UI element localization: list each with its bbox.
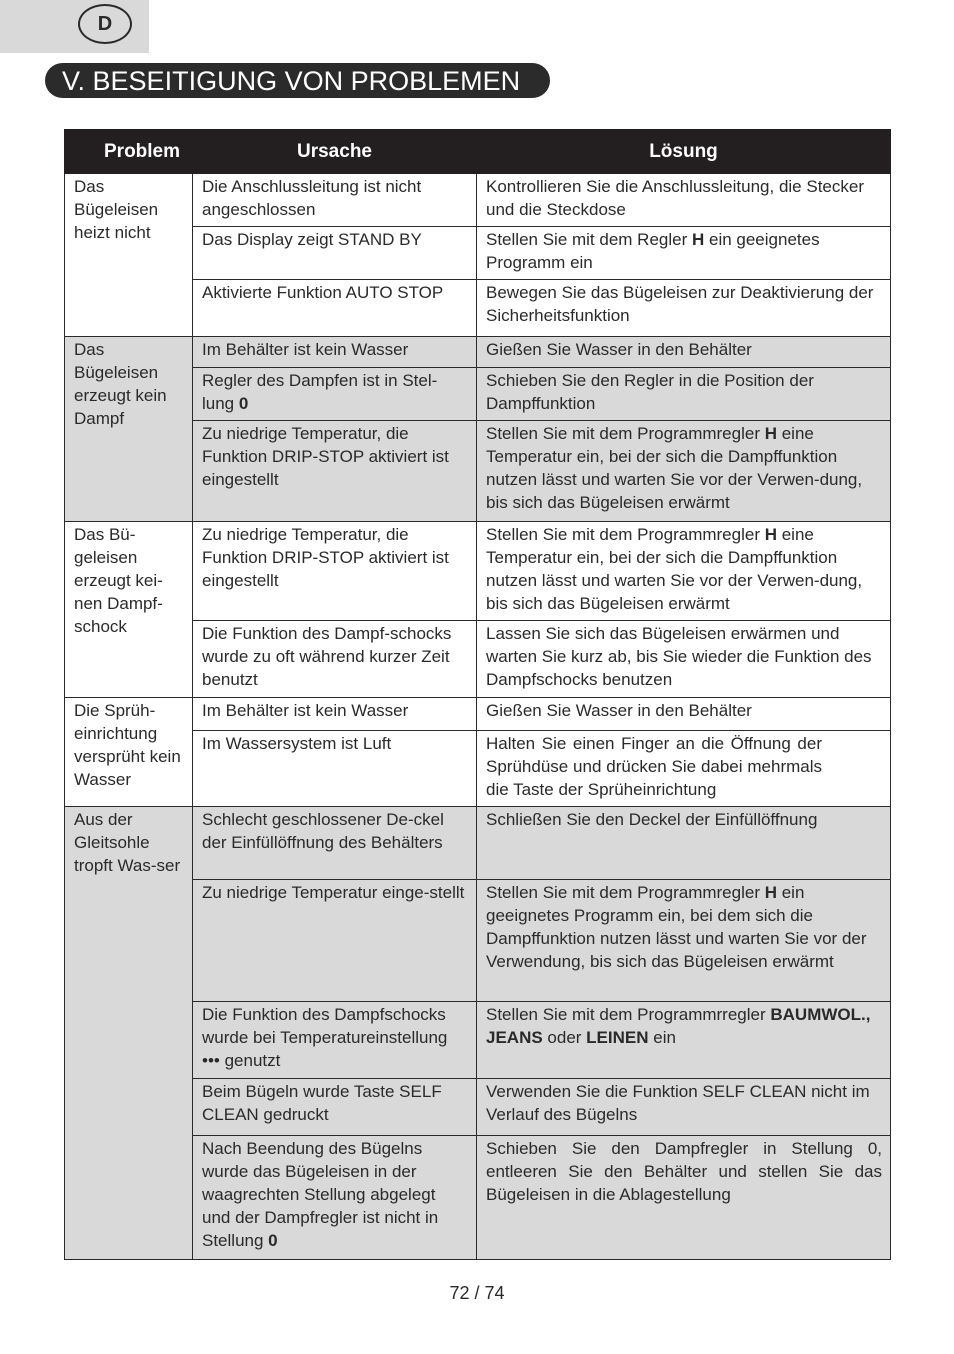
solution-cell: Schließen Sie den Deckel der Einfüllöffnung <box>477 807 891 880</box>
cause-cell: Zu niedrige Temperatur, die Funktion DRIP-STOP aktiviert ist eingestellt <box>193 421 477 522</box>
cause-cell: Im Behälter ist kein Wasser <box>193 337 477 368</box>
problem-cell: Die Sprüh-einrichtung versprüht kein Wasser <box>65 698 193 807</box>
table-row <box>65 698 891 731</box>
cause-cell: Zu niedrige Temperatur einge-stellt <box>193 880 477 1002</box>
cause-cell: Beim Bügeln wurde Taste SELF CLEAN gedruckt <box>193 1079 477 1136</box>
problem-cell: Aus der Gleitsohle tropft Was-ser <box>65 807 193 1260</box>
solution-cell: Gießen Sie Wasser in den Behälter <box>477 698 891 731</box>
cause-cell <box>193 1136 477 1260</box>
cause-cell: Schlecht geschlossener De-ckel der Einfüllöffnung des Behälters <box>193 807 477 880</box>
solution-bold: H <box>764 424 777 443</box>
solution-bold: H <box>691 230 705 249</box>
solution-bold: H <box>764 525 777 544</box>
solution-cell: Lassen Sie sich das Bügeleisen erwärmen und warten Sie kurz ab, bis Sie wieder die Funktion des Dampfschocks benutzen <box>477 621 891 698</box>
cause-bold: 0 <box>268 1231 278 1250</box>
cause-cell: Im Wassersystem ist Luft <box>193 731 477 807</box>
cause-bold: 0 <box>238 394 249 413</box>
solution-cell <box>477 227 891 280</box>
cause-text: Regler des Dampfen ist in Stel-lung <box>202 371 438 413</box>
cause-cell: Die Anschlussleitung ist nicht angeschlossen <box>193 174 477 227</box>
solution-bold: BAUMWOL., JEANS <box>486 1005 871 1047</box>
problem-cell: Das Bügeleisen erzeugt kein Dampf <box>65 337 193 522</box>
solution-text: eine Temperatur ein, bei der sich die Dampffunktion nutzen lässt und warten Sie vor der Verwen-dung, bis sich das Bügeleisen erwärmt <box>486 424 863 512</box>
section-title: V. BESEITIGUNG VON PROBLEMEN <box>45 63 550 98</box>
cause-cell: Das Display zeigt STAND BY <box>193 227 477 280</box>
solution-text: Stellen Sie mit dem Programmregler <box>486 525 765 544</box>
table-header-row <box>65 130 891 174</box>
page-number: 72 / 74 <box>449 1283 505 1303</box>
header-problem: Problem <box>65 130 193 174</box>
solution-text: Stellen Sie mit dem Programmregler <box>486 424 765 443</box>
solution-cell: Verwenden Sie die Funktion SELF CLEAN nicht im Verlauf des Bügelns <box>477 1079 891 1136</box>
solution-text: Stellen Sie mit dem Regler <box>486 230 692 249</box>
troubleshooting-table <box>64 129 891 1260</box>
solution-cell: Gießen Sie Wasser in den Behälter <box>477 337 891 368</box>
solution-text: Stellen Sie mit dem Programmrregler <box>486 1005 771 1024</box>
solution-cell <box>477 421 891 522</box>
header-cause: Ursache <box>193 130 477 174</box>
solution-cell: Bewegen Sie das Bügeleisen zur Deaktivierung der Sicherheitsfunktion <box>477 280 891 337</box>
solution-cell: Kontrollieren Sie die Anschlussleitung, die Stecker und die Steckdose <box>477 174 891 227</box>
problem-cell: Das Bü-geleisen erzeugt kei-nen Dampf-schock <box>65 522 193 698</box>
solution-bold: H <box>764 883 777 902</box>
table-row <box>65 337 891 368</box>
solution-bold: LEINEN <box>586 1028 649 1047</box>
solution-text: Stellen Sie mit dem Programmregler <box>486 883 765 902</box>
solution-text: oder <box>542 1028 587 1047</box>
language-badge: D <box>78 4 132 44</box>
solution-text: ein geeignetes Programm ein <box>486 230 820 272</box>
cause-cell: Die Funktion des Dampf-schocks wurde zu oft während kurzer Zeit benutzt <box>193 621 477 698</box>
solution-cell: Halten Sie einen Finger an die Öffnung der Sprühdüse und drücken Sie dabei mehrmals die Taste der Sprüheinrichtung <box>477 731 891 807</box>
solution-cell: Schieben Sie den Dampfregler in Stellung 0, entleeren Sie den Behälter und stellen Sie das Bügeleisen in die Ablagestellung <box>477 1136 891 1260</box>
cause-cell <box>193 368 477 421</box>
solution-text: ein geeignetes Programm ein, bei dem sich die Dampffunktion nutzen lässt und warten Sie vor der Verwendung, bis sich das Bügeleisen erwärmt <box>486 883 867 971</box>
solution-text: eine Temperatur ein, bei der sich die Dampffunktion nutzen lässt und warten Sie vor der Verwen-dung, bis sich das Bügeleisen erwärmt <box>486 525 863 613</box>
cause-cell: Zu niedrige Temperatur, die Funktion DRIP-STOP aktiviert ist eingestellt <box>193 522 477 621</box>
cause-cell: Im Behälter ist kein Wasser <box>193 698 477 731</box>
solution-cell <box>477 1002 891 1079</box>
solution-cell: Schieben Sie den Regler in die Position der Dampffunktion <box>477 368 891 421</box>
table-row <box>65 807 891 880</box>
cause-cell: Die Funktion des Dampfschocks wurde bei Temperatureinstellung ••• genutzt <box>193 1002 477 1079</box>
cause-text: Nach Beendung des Bügelns wurde das Bügeleisen in der waagrechten Stellung abgelegt und der Dampfregler ist nicht in Stellung <box>202 1139 439 1250</box>
solution-cell <box>477 522 891 621</box>
problem-cell: Das Bügeleisen heizt nicht <box>65 174 193 337</box>
language-tab <box>0 0 149 53</box>
cause-cell: Aktivierte Funktion AUTO STOP <box>193 280 477 337</box>
header-solution: Lösung <box>477 130 891 174</box>
table-row <box>65 174 891 227</box>
table-row <box>65 522 891 621</box>
solution-text: ein <box>648 1028 676 1047</box>
solution-cell <box>477 880 891 1002</box>
